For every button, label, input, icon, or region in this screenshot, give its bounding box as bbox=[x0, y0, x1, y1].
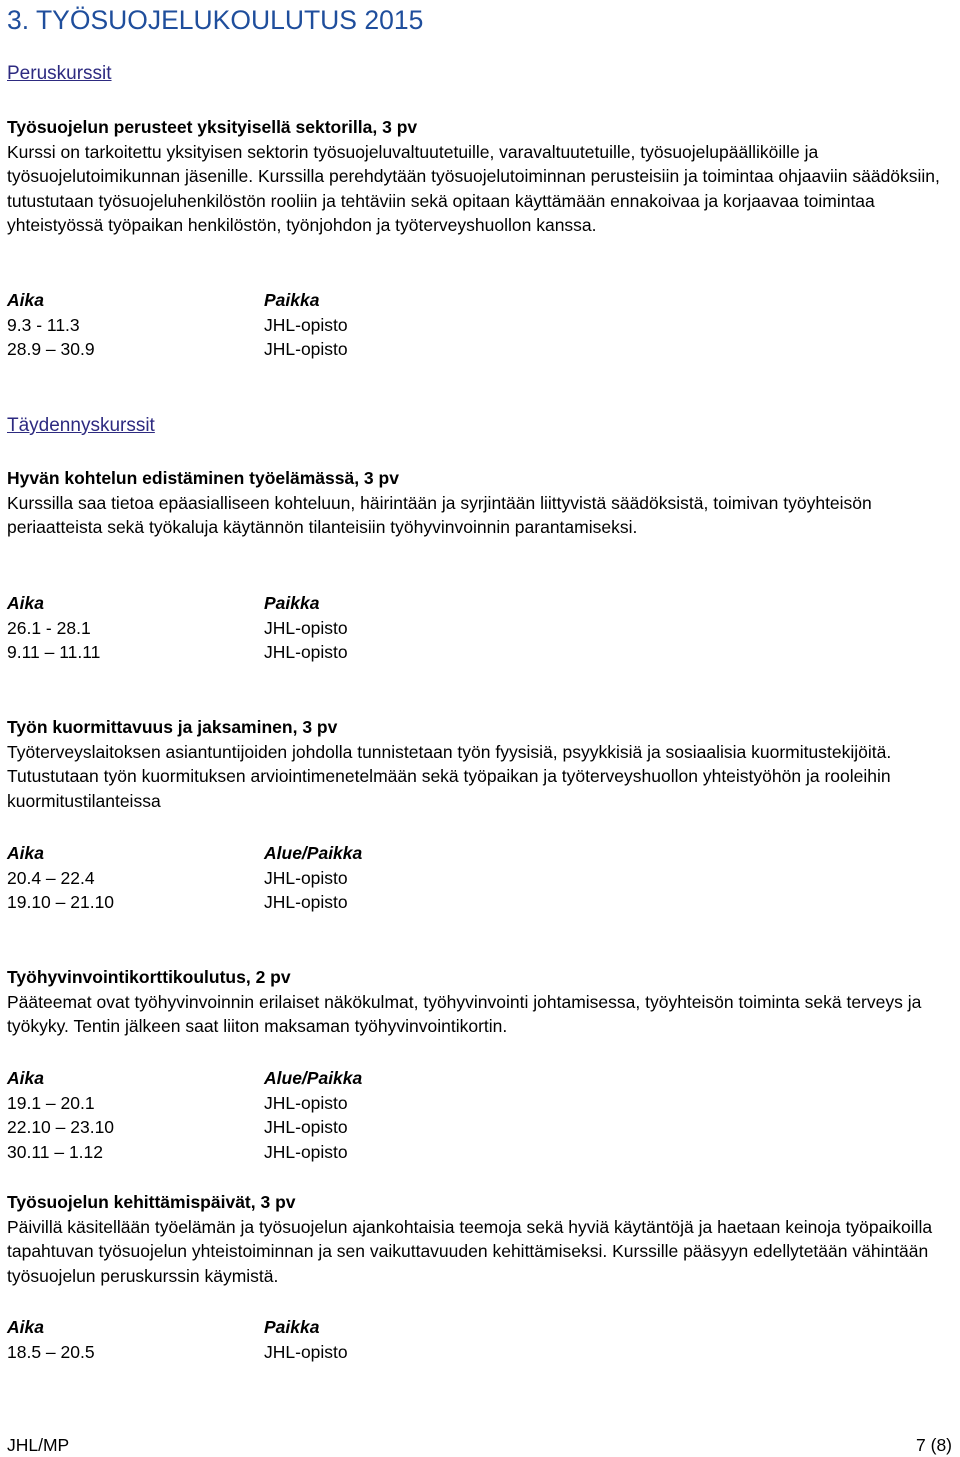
schedule-time: 30.11 – 1.12 bbox=[7, 1141, 104, 1162]
schedule-header-place: Alue/Paikka bbox=[264, 1068, 363, 1088]
schedule-header-place: Paikka bbox=[264, 1317, 320, 1337]
schedule-header-place: Paikka bbox=[264, 593, 320, 613]
schedule-header-time: Aika bbox=[7, 1068, 44, 1088]
course-title: Hyvän kohtelun edistäminen työelämässä, 3 pv bbox=[7, 468, 399, 488]
section-heading-taydennyskurssit: Täydennyskurssit bbox=[7, 415, 155, 436]
course-description: Päivillä käsitellään työelämän ja työsuojelun ajankohtaisia teemoja sekä hyviä käytäntöjä ja haetaan keinoja työpaikoilla tapahtuvan työsuojelun yhteistoiminnan ja sen vaikuttavuuden kehittämiseksi. Kurssille pääsyyn edellytetään vähintään työsuojelun peruskurssin käymistä. bbox=[7, 1216, 933, 1286]
schedule-row bbox=[7, 313, 348, 338]
schedule-time: 9.3 - 11.3 bbox=[7, 314, 80, 335]
schedule-header-row bbox=[7, 841, 362, 866]
schedule-header-row bbox=[7, 1315, 348, 1340]
schedule-place: JHL-opisto bbox=[264, 1092, 348, 1113]
course-tyosuojelun-perusteet bbox=[7, 115, 952, 238]
course-description: Kurssilla saa tietoa epäasialliseen kohteluun, häirintään ja syrjintään liittyvistä säädöksistä, toimivan työyhteisön periaatteista sekä työkaluja käytännön tilanteisiin työhyvinvoinnin parantamiseksi. bbox=[7, 492, 872, 537]
schedule-header-row bbox=[7, 1066, 362, 1091]
schedule-header-time: Aika bbox=[7, 843, 44, 863]
schedule-row bbox=[7, 337, 348, 362]
schedule-header-time: Aika bbox=[7, 290, 44, 310]
schedule-time: 19.10 – 21.10 bbox=[7, 892, 115, 912]
schedule-place: JHL-opisto bbox=[264, 642, 348, 662]
schedule-time: 28.9 – 30.9 bbox=[7, 339, 95, 359]
course-description: Pääteemat ovat työhyvinvoinnin erilaiset näkökulmat, työhyvinvointi johtamisessa, työyhteisön toiminta sekä terveys ja työkyky. Tentin jälkeen saat liiton maksaman työhyvinvointikortin. bbox=[7, 991, 922, 1036]
schedule-header-row bbox=[7, 591, 348, 616]
course-title: Työsuojelun perusteet yksityisellä sektorilla, 3 pv bbox=[7, 117, 418, 137]
schedule-place: JHL-opisto bbox=[264, 1117, 348, 1137]
course-schedule-table bbox=[7, 1315, 348, 1364]
course-tyon-kuormittavuus bbox=[7, 715, 952, 813]
footer-author: JHL/MP bbox=[7, 1435, 70, 1455]
course-schedule-table bbox=[7, 591, 348, 665]
schedule-time: 19.1 – 20.1 bbox=[7, 1092, 95, 1113]
schedule-place: JHL-opisto bbox=[264, 892, 348, 912]
schedule-time: 18.5 – 20.5 bbox=[7, 1341, 95, 1362]
schedule-row bbox=[7, 1140, 362, 1165]
schedule-row bbox=[7, 616, 348, 641]
footer-page-number: 7 (8) bbox=[916, 1435, 952, 1455]
schedule-time: 20.4 – 22.4 bbox=[7, 867, 95, 888]
course-schedule-table bbox=[7, 841, 362, 915]
course-title: Työn kuormittavuus ja jaksaminen, 3 pv bbox=[7, 717, 338, 737]
schedule-place: JHL-opisto bbox=[264, 314, 348, 335]
schedule-place: JHL-opisto bbox=[264, 339, 348, 359]
course-hyvan-kohtelun-edistaminen bbox=[7, 466, 952, 540]
schedule-place: JHL-opisto bbox=[264, 617, 348, 638]
course-tyohyvinvointikortti bbox=[7, 965, 952, 1039]
schedule-row bbox=[7, 1340, 348, 1365]
schedule-header-row bbox=[7, 288, 348, 313]
schedule-time: 9.11 – 11.11 bbox=[7, 642, 101, 662]
section-heading-peruskurssit: Peruskurssit bbox=[7, 63, 112, 84]
course-description: Työterveyslaitoksen asiantuntijoiden johdolla tunnistetaan työn fyysisiä, psyykkisiä ja sosiaalisia kuormitustekijöitä. Tutustutaan työn kuormituksen arviointimenetelmään sekä työpaikan ja työterveyshuollon yhteistyöhön ja rooleihin kuormitustilanteissa bbox=[7, 741, 892, 811]
schedule-time: 26.1 - 28.1 bbox=[7, 617, 91, 638]
schedule-place: JHL-opisto bbox=[264, 1341, 348, 1362]
course-title: Työsuojelun kehittämispäivät, 3 pv bbox=[7, 1192, 296, 1212]
schedule-place: JHL-opisto bbox=[264, 867, 348, 888]
schedule-row bbox=[7, 640, 348, 665]
schedule-row bbox=[7, 1115, 362, 1140]
course-schedule-table bbox=[7, 1066, 362, 1164]
schedule-row bbox=[7, 890, 362, 915]
chapter-title: 3. TYÖSUOJELUKOULUTUS 2015 bbox=[7, 5, 424, 35]
schedule-row bbox=[7, 866, 362, 891]
course-title: Työhyvinvointikorttikoulutus, 2 pv bbox=[7, 967, 291, 987]
schedule-row bbox=[7, 1091, 362, 1116]
course-schedule-table bbox=[7, 288, 348, 362]
schedule-time: 22.10 – 23.10 bbox=[7, 1117, 115, 1137]
schedule-header-place: Alue/Paikka bbox=[264, 843, 363, 863]
schedule-header-time: Aika bbox=[7, 1317, 44, 1337]
schedule-header-place: Paikka bbox=[264, 290, 320, 310]
course-tyosuojelun-kehittamispaivat bbox=[7, 1190, 952, 1288]
schedule-place: JHL-opisto bbox=[264, 1141, 348, 1162]
schedule-header-time: Aika bbox=[7, 593, 44, 613]
course-description: Kurssi on tarkoitettu yksityisen sektorin työsuojeluvaltuutetuille, varavaltuutetuille, työsuojelupäälliköille ja työsuojelutoimikunnan jäsenille. Kurssilla perehdytään työsuojelutoiminnan perusteisiin ja toimintaa ohjaaviin säädöksiin, tutustutaan työsuojeluhenkilöstön rooliin ja tehtäviin sekä opitaan käyttämään ennakoivaa ja korjaavaa toimintaa yhteistyössä työpaikan henkilöstön, työnjohdon ja työterveyshuollon kanssa. bbox=[7, 141, 940, 235]
